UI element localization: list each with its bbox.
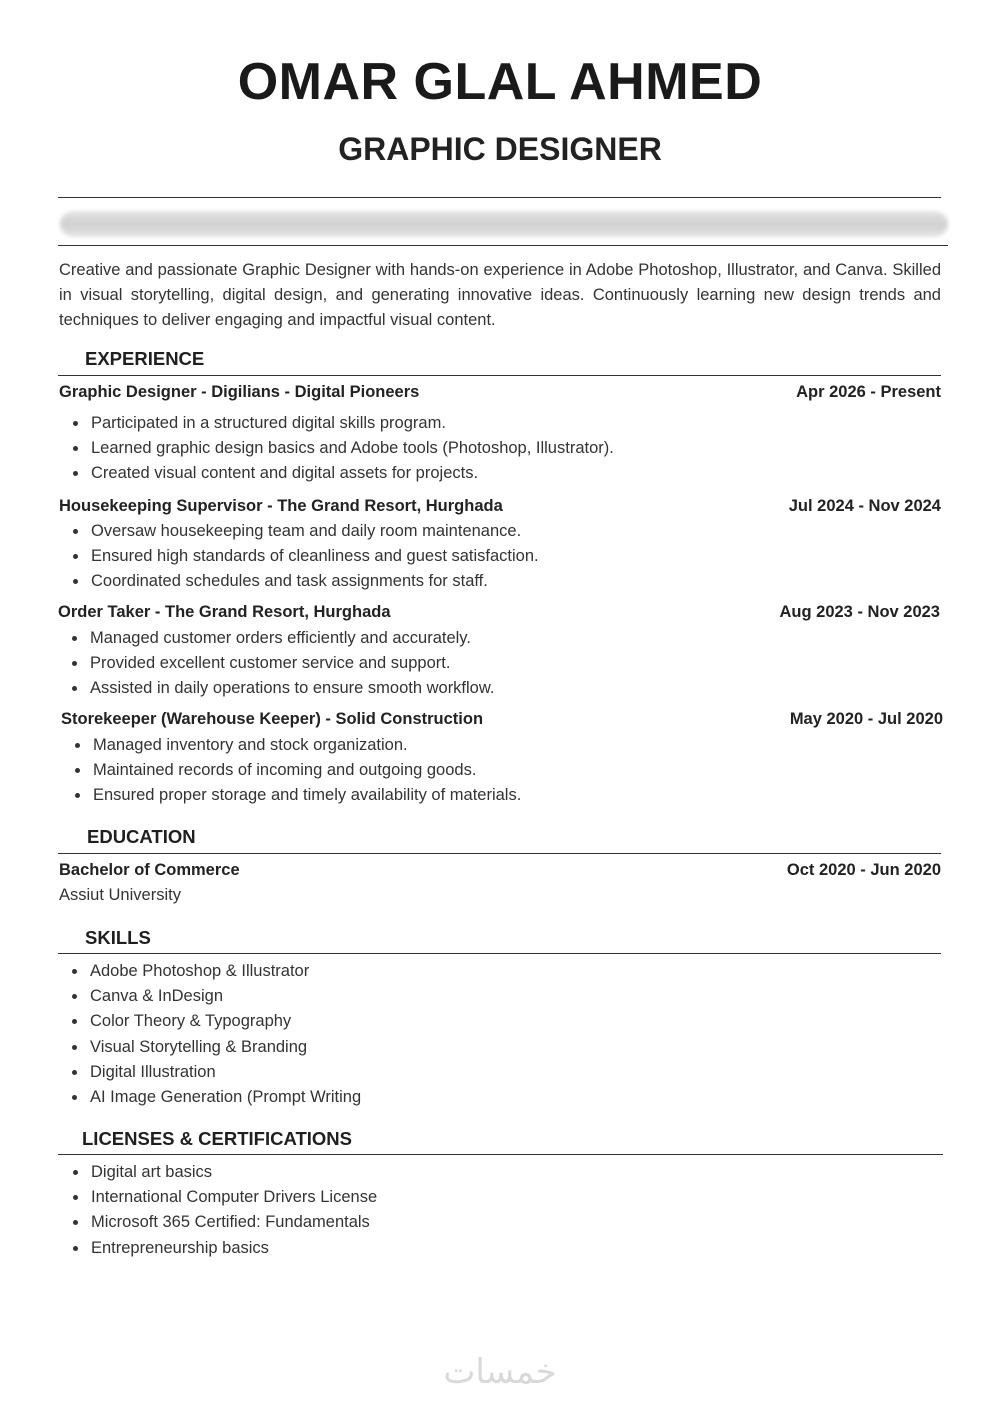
experience-divider (58, 375, 941, 376)
skills-divider (58, 953, 941, 954)
list-item: Learned graphic design basics and Adobe tools (Photoshop, Illustrator). (67, 436, 614, 461)
list-item: Provided excellent customer service and support. (66, 651, 494, 676)
education-divider (58, 853, 941, 854)
list-item: Participated in a structured digital skills program. (67, 411, 614, 436)
list-item: Ensured high standards of cleanliness and guest satisfaction. (67, 544, 539, 569)
job-bullets (67, 519, 539, 595)
list-item: Created visual content and digital assets for projects. (67, 461, 614, 486)
list-item: Visual Storytelling & Branding (66, 1035, 361, 1060)
list-item: Assisted in daily operations to ensure smooth workflow. (66, 676, 494, 701)
list-item: Managed inventory and stock organization. (69, 733, 521, 758)
certifications-list (67, 1160, 377, 1261)
degree-dates: Oct 2020 - Jun 2020 (786, 861, 941, 879)
job-dates: May 2020 - Jul 2020 (789, 710, 943, 728)
job-title: Order Taker - The Grand Resort, Hurghada (58, 603, 391, 621)
header-top-divider (58, 197, 941, 198)
header-bottom-divider (58, 245, 948, 246)
certifications-heading: LICENSES & CERTIFICATIONS (82, 1128, 352, 1149)
school-name: Assiut University (59, 886, 181, 904)
job-dates: Jul 2024 - Nov 2024 (788, 497, 941, 515)
job-bullets (69, 733, 521, 809)
blurred-contact-info (60, 211, 948, 237)
skills-heading: SKILLS (85, 927, 151, 948)
watermark: خمسات (443, 1352, 557, 1392)
certifications-divider (58, 1154, 943, 1155)
list-item: Managed customer orders efficiently and accurately. (66, 626, 494, 651)
list-item: Oversaw housekeeping team and daily room maintenance. (67, 519, 539, 544)
education-heading: EDUCATION (87, 826, 196, 847)
list-item: Canva & InDesign (66, 984, 361, 1009)
candidate-name: OMAR GLAL AHMED (237, 53, 763, 111)
list-item: Digital art basics (67, 1160, 377, 1185)
job-title: Housekeeping Supervisor - The Grand Resort, Hurghada (59, 497, 503, 515)
job-bullets (66, 626, 494, 702)
list-item: Entrepreneurship basics (67, 1236, 377, 1261)
list-item: AI Image Generation (Prompt Writing (66, 1085, 361, 1110)
list-item: Adobe Photoshop & Illustrator (66, 959, 361, 984)
job-dates: Apr 2026 - Present (796, 383, 941, 401)
list-item: International Computer Drivers License (67, 1185, 377, 1210)
list-item: Maintained records of incoming and outgoing goods. (69, 758, 521, 783)
job-bullets (67, 411, 614, 487)
list-item: Microsoft 365 Certified: Fundamentals (67, 1210, 377, 1235)
list-item: Digital Illustration (66, 1060, 361, 1085)
list-item: Ensured proper storage and timely availability of materials. (69, 783, 521, 808)
degree-title: Bachelor of Commerce (59, 861, 240, 879)
job-title: Storekeeper (Warehouse Keeper) - Solid Construction (61, 710, 484, 728)
candidate-role: GRAPHIC DESIGNER (338, 131, 662, 167)
skills-list (66, 959, 361, 1110)
job-title: Graphic Designer - Digilians - Digital Pioneers (59, 383, 420, 401)
list-item: Color Theory & Typography (66, 1009, 361, 1034)
list-item: Coordinated schedules and task assignments for staff. (67, 569, 539, 594)
job-dates: Aug 2023 - Nov 2023 (779, 603, 940, 621)
experience-heading: EXPERIENCE (85, 348, 205, 369)
profile-summary: Creative and passionate Graphic Designer with hands-on experience in Adobe Photoshop, Illustrator, and Canva. Skilled in visual storytelling, digital design, and generating innovative ideas. Continuously learning new design trends and techniques to deliver engaging and impactful visual content. (59, 261, 941, 330)
